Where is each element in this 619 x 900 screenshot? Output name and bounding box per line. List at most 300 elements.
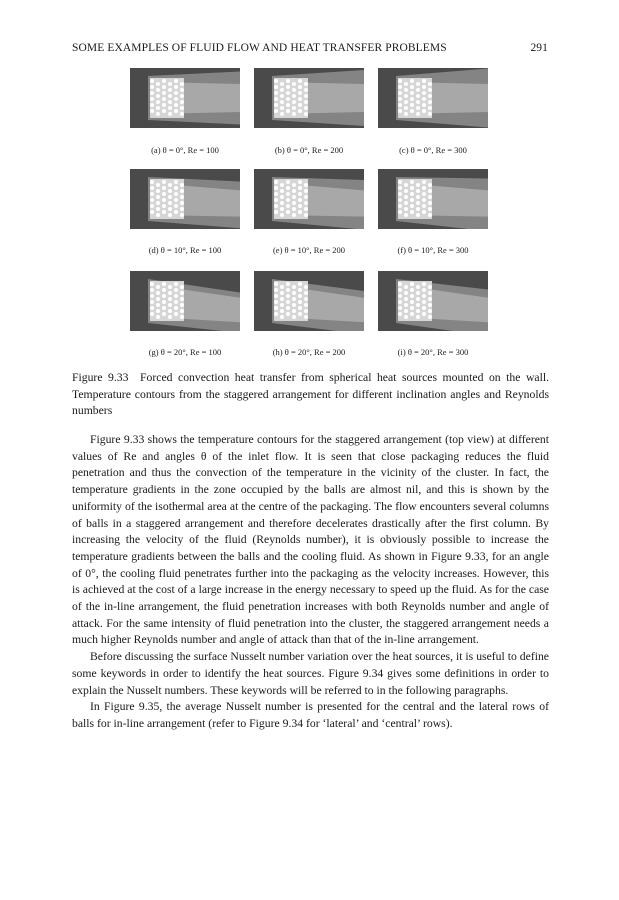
- sphere: [298, 204, 302, 208]
- sphere: [150, 85, 154, 89]
- sphere: [286, 306, 290, 310]
- sphere: [274, 192, 278, 196]
- sphere: [286, 294, 290, 298]
- sphere: [404, 82, 408, 86]
- contour-image: [254, 271, 364, 331]
- sphere: [398, 186, 402, 190]
- sphere: [180, 94, 184, 98]
- sphere: [298, 103, 302, 107]
- contour-panel: [130, 68, 240, 128]
- contour-image: [130, 271, 240, 331]
- sphere: [410, 79, 414, 83]
- sphere: [162, 85, 166, 89]
- sphere: [304, 94, 308, 98]
- sphere: [304, 309, 308, 313]
- sphere: [404, 100, 408, 104]
- sphere: [428, 303, 432, 307]
- sphere: [404, 94, 408, 98]
- running-title: SOME EXAMPLES OF FLUID FLOW AND HEAT TRANSFER PROBLEMS: [72, 42, 447, 54]
- sphere: [404, 285, 408, 289]
- sphere: [180, 82, 184, 86]
- sphere: [150, 103, 154, 107]
- sphere: [174, 97, 178, 101]
- sphere: [304, 297, 308, 301]
- sphere: [304, 303, 308, 307]
- sphere: [280, 291, 284, 295]
- sphere: [304, 201, 308, 205]
- sphere: [428, 315, 432, 319]
- sphere: [168, 94, 172, 98]
- sphere: [168, 285, 172, 289]
- sphere: [156, 303, 160, 307]
- sphere: [304, 213, 308, 217]
- cluster-block: [398, 281, 432, 321]
- sphere: [150, 300, 154, 304]
- sphere: [150, 282, 154, 286]
- sphere: [286, 282, 290, 286]
- sphere: [168, 106, 172, 110]
- figure-caption: [72, 370, 549, 420]
- sphere: [404, 88, 408, 92]
- sphere: [274, 294, 278, 298]
- sphere: [428, 189, 432, 193]
- sphere: [162, 210, 166, 214]
- sphere: [180, 309, 184, 313]
- sphere: [274, 109, 278, 113]
- sphere: [150, 306, 154, 310]
- sphere: [174, 109, 178, 113]
- sphere: [422, 210, 426, 214]
- sphere: [404, 189, 408, 193]
- contour-image: [130, 68, 240, 128]
- sphere: [304, 291, 308, 295]
- sphere: [428, 82, 432, 86]
- sphere: [428, 207, 432, 211]
- contour-panel: [254, 169, 364, 229]
- sphere: [416, 100, 420, 104]
- sphere: [422, 312, 426, 316]
- sphere: [286, 210, 290, 214]
- sphere: [292, 88, 296, 92]
- sphere: [422, 288, 426, 292]
- sphere: [398, 282, 402, 286]
- sphere: [398, 306, 402, 310]
- sphere: [150, 192, 154, 196]
- sphere: [180, 213, 184, 217]
- sphere: [428, 195, 432, 199]
- sphere: [416, 315, 420, 319]
- sphere: [180, 112, 184, 116]
- paragraph-1: Figure 9.33 shows the temperature contours for the staggered arrangement (top view) at different values of Re and angles θ of the inlet flow. It is seen that close packaging reduces the fluid penetration and thus the convection of the temperature in the vicinity of the cluster. In fact, the temperature gradients in the zone occupied by the balls are almost nil, and this is shown by the uniformity of the isothermal area at the centre of the packaging. The flow encounters several columns of balls in a staggered arrangement and therefore decelerates drastically after the first column. By increasing the velocity of the fluid (Reynolds number), it is obviously possible to increase the temperature gradients between the balls and the cooling fluid. As shown in Figure 9.33, for an angle of 0°, the cooling fluid penetrates further into the packaging as the velocity increases. However, this is achieved at the cost of a large increase in the energy necessary to speed up the fluid. As for the case of the in-line arrangement, the fluid penetration increases with both Reynolds number and angle of attack. For the same intensity of fluid penetration into the cluster, the staggered arrangement needs a much higher Reynolds number and angle of attack than that of the in-line arrangement.: [72, 433, 549, 647]
- sphere: [162, 198, 166, 202]
- sphere: [174, 204, 178, 208]
- sphere: [174, 192, 178, 196]
- sphere: [398, 180, 402, 184]
- sphere: [174, 85, 178, 89]
- sphere: [174, 312, 178, 316]
- contour-panel: [378, 169, 488, 229]
- contour-panel: [378, 68, 488, 128]
- contour-panel: [378, 271, 488, 331]
- cluster-block: [150, 78, 184, 118]
- sphere: [398, 103, 402, 107]
- sphere: [416, 82, 420, 86]
- sphere: [280, 183, 284, 187]
- sphere: [416, 112, 420, 116]
- sphere: [274, 282, 278, 286]
- sphere: [280, 303, 284, 307]
- sphere: [162, 204, 166, 208]
- contour-image: [254, 68, 364, 128]
- sphere: [286, 109, 290, 113]
- contour-panel: [254, 271, 364, 331]
- sphere: [410, 306, 414, 310]
- sphere: [168, 291, 172, 295]
- sphere: [180, 297, 184, 301]
- sphere: [398, 198, 402, 202]
- sphere: [428, 213, 432, 217]
- cluster-block: [150, 281, 184, 321]
- sphere: [292, 303, 296, 307]
- sphere: [274, 180, 278, 184]
- sphere: [168, 297, 172, 301]
- sphere: [422, 306, 426, 310]
- paragraph-3: In Figure 9.35, the average Nusselt number is presented for the central and the lateral rows of balls for in-line arrangement (refer to Figure 9.34 for ‘lateral’ and ‘central’ rows).: [72, 700, 549, 730]
- sphere: [168, 303, 172, 307]
- sphere: [410, 288, 414, 292]
- sphere: [416, 213, 420, 217]
- sphere: [162, 103, 166, 107]
- sphere: [286, 91, 290, 95]
- contour-image: [130, 169, 240, 229]
- sphere: [416, 201, 420, 205]
- sphere: [274, 97, 278, 101]
- sphere: [410, 294, 414, 298]
- sphere: [292, 207, 296, 211]
- sphere: [404, 183, 408, 187]
- sphere: [280, 309, 284, 313]
- panel-label: (a) θ = 0°, Re = 100: [151, 145, 219, 155]
- sphere: [304, 100, 308, 104]
- sphere: [274, 103, 278, 107]
- sphere: [292, 309, 296, 313]
- sphere: [274, 85, 278, 89]
- sphere: [150, 204, 154, 208]
- sphere: [416, 106, 420, 110]
- sphere: [410, 204, 414, 208]
- sphere: [428, 106, 432, 110]
- sphere: [298, 85, 302, 89]
- sphere: [156, 207, 160, 211]
- cluster-block: [274, 78, 308, 118]
- sphere: [162, 79, 166, 83]
- sphere: [180, 106, 184, 110]
- panel-label: (b) θ = 0°, Re = 200: [274, 145, 344, 155]
- sphere: [298, 210, 302, 214]
- sphere: [274, 186, 278, 190]
- sphere: [280, 100, 284, 104]
- cluster-block: [274, 281, 308, 321]
- sphere: [404, 291, 408, 295]
- sphere: [280, 94, 284, 98]
- sphere: [298, 97, 302, 101]
- sphere: [422, 180, 426, 184]
- sphere: [298, 180, 302, 184]
- sphere: [428, 297, 432, 301]
- sphere: [304, 88, 308, 92]
- sphere: [180, 183, 184, 187]
- sphere: [298, 186, 302, 190]
- sphere: [410, 282, 414, 286]
- sphere: [398, 204, 402, 208]
- sphere: [422, 294, 426, 298]
- sphere: [422, 91, 426, 95]
- sphere: [298, 198, 302, 202]
- sphere: [162, 91, 166, 95]
- sphere: [304, 195, 308, 199]
- contour-image: [378, 68, 488, 128]
- sphere: [286, 79, 290, 83]
- sphere: [422, 204, 426, 208]
- sphere: [292, 100, 296, 104]
- sphere: [398, 210, 402, 214]
- sphere: [404, 297, 408, 301]
- sphere: [292, 112, 296, 116]
- sphere: [168, 100, 172, 104]
- sphere: [150, 180, 154, 184]
- body-text: [72, 432, 549, 733]
- sphere: [168, 82, 172, 86]
- sphere: [404, 207, 408, 211]
- sphere: [292, 291, 296, 295]
- sphere: [156, 106, 160, 110]
- sphere: [428, 183, 432, 187]
- sphere: [304, 112, 308, 116]
- sphere: [180, 189, 184, 193]
- sphere: [180, 100, 184, 104]
- sphere: [168, 201, 172, 205]
- sphere: [280, 88, 284, 92]
- sphere: [398, 312, 402, 316]
- sphere: [398, 79, 402, 83]
- sphere: [398, 97, 402, 101]
- sphere: [410, 85, 414, 89]
- sphere: [280, 285, 284, 289]
- sphere: [280, 195, 284, 199]
- sphere: [304, 285, 308, 289]
- sphere: [156, 285, 160, 289]
- sphere: [162, 312, 166, 316]
- sphere: [398, 192, 402, 196]
- sphere: [304, 207, 308, 211]
- sphere: [174, 180, 178, 184]
- caption-number: Figure 9.33: [72, 371, 129, 384]
- sphere: [174, 288, 178, 292]
- sphere: [298, 294, 302, 298]
- panel-label: (c) θ = 0°, Re = 300: [399, 145, 467, 155]
- sphere: [274, 204, 278, 208]
- sphere: [180, 195, 184, 199]
- sphere: [422, 109, 426, 113]
- sphere: [150, 91, 154, 95]
- sphere: [292, 213, 296, 217]
- sphere: [286, 85, 290, 89]
- sphere: [422, 192, 426, 196]
- sphere: [422, 103, 426, 107]
- sphere: [162, 306, 166, 310]
- contour-image: [254, 169, 364, 229]
- sphere: [156, 189, 160, 193]
- sphere: [398, 85, 402, 89]
- sphere: [404, 213, 408, 217]
- sphere: [298, 288, 302, 292]
- sphere: [428, 88, 432, 92]
- panel-label: (g) θ = 20°, Re = 100: [148, 347, 222, 357]
- sphere: [168, 213, 172, 217]
- sphere: [150, 79, 154, 83]
- panel-label: (e) θ = 10°, Re = 200: [272, 245, 346, 255]
- sphere: [416, 303, 420, 307]
- panel-label: (d) θ = 10°, Re = 100: [148, 245, 222, 255]
- sphere: [292, 285, 296, 289]
- sphere: [174, 186, 178, 190]
- sphere: [280, 82, 284, 86]
- sphere: [304, 82, 308, 86]
- sphere: [150, 186, 154, 190]
- sphere: [428, 291, 432, 295]
- sphere: [156, 88, 160, 92]
- sphere: [410, 312, 414, 316]
- sphere: [150, 198, 154, 202]
- sphere: [180, 88, 184, 92]
- sphere: [404, 303, 408, 307]
- sphere: [156, 112, 160, 116]
- caption-text: Forced convection heat transfer from spherical heat sources mounted on the wall. Temperature contours from the staggered arrangement for different inclination angles and Reynolds numbers: [72, 371, 550, 417]
- sphere: [298, 282, 302, 286]
- sphere: [298, 109, 302, 113]
- sphere: [274, 79, 278, 83]
- sphere: [180, 291, 184, 295]
- sphere: [174, 103, 178, 107]
- sphere: [292, 297, 296, 301]
- sphere: [410, 91, 414, 95]
- sphere: [168, 207, 172, 211]
- sphere: [304, 106, 308, 110]
- sphere: [292, 183, 296, 187]
- paragraph-2: Before discussing the surface Nusselt number variation over the heat sources, it is useful to define some keywords in order to identify the heat sources. Figure 9.34 gives some definitions in order to explain the Nusselt numbers. These keywords will be referred to in the following paragraphs.: [72, 650, 549, 697]
- sphere: [150, 312, 154, 316]
- sphere: [410, 97, 414, 101]
- sphere: [416, 297, 420, 301]
- sphere: [304, 183, 308, 187]
- sphere: [156, 309, 160, 313]
- sphere: [168, 315, 172, 319]
- sphere: [162, 97, 166, 101]
- sphere: [286, 300, 290, 304]
- sphere: [180, 315, 184, 319]
- sphere: [416, 183, 420, 187]
- sphere: [298, 300, 302, 304]
- sphere: [398, 91, 402, 95]
- sphere: [410, 198, 414, 202]
- contour-panel: [254, 68, 364, 128]
- sphere: [292, 201, 296, 205]
- panel-label: (h) θ = 20°, Re = 200: [272, 347, 346, 357]
- sphere: [156, 94, 160, 98]
- sphere: [274, 210, 278, 214]
- sphere: [274, 306, 278, 310]
- sphere: [286, 198, 290, 202]
- contour-image: [378, 169, 488, 229]
- sphere: [298, 79, 302, 83]
- sphere: [410, 300, 414, 304]
- sphere: [286, 186, 290, 190]
- sphere: [422, 300, 426, 304]
- sphere: [404, 201, 408, 205]
- sphere: [180, 285, 184, 289]
- sphere: [410, 192, 414, 196]
- sphere: [304, 189, 308, 193]
- sphere: [162, 288, 166, 292]
- sphere: [150, 97, 154, 101]
- sphere: [292, 315, 296, 319]
- sphere: [156, 201, 160, 205]
- panel-label: (f) θ = 10°, Re = 300: [397, 245, 469, 255]
- sphere: [304, 315, 308, 319]
- sphere: [416, 88, 420, 92]
- sphere: [156, 195, 160, 199]
- sphere: [422, 97, 426, 101]
- sphere: [404, 195, 408, 199]
- sphere: [428, 112, 432, 116]
- sphere: [286, 312, 290, 316]
- sphere: [274, 300, 278, 304]
- sphere: [422, 186, 426, 190]
- sphere: [156, 297, 160, 301]
- sphere: [286, 103, 290, 107]
- sphere: [292, 94, 296, 98]
- sphere: [150, 109, 154, 113]
- sphere: [174, 210, 178, 214]
- cluster-block: [274, 179, 308, 219]
- sphere: [298, 91, 302, 95]
- sphere: [162, 282, 166, 286]
- sphere: [416, 291, 420, 295]
- sphere: [168, 189, 172, 193]
- sphere: [156, 183, 160, 187]
- sphere: [274, 312, 278, 316]
- sphere: [422, 282, 426, 286]
- page-number: 291: [530, 42, 548, 54]
- sphere: [286, 97, 290, 101]
- sphere: [180, 201, 184, 205]
- sphere: [156, 82, 160, 86]
- sphere: [422, 79, 426, 83]
- sphere: [416, 189, 420, 193]
- contour-panel: [130, 271, 240, 331]
- contour-panel: [130, 169, 240, 229]
- sphere: [162, 109, 166, 113]
- sphere: [286, 288, 290, 292]
- sphere: [280, 106, 284, 110]
- sphere: [416, 309, 420, 313]
- sphere: [180, 303, 184, 307]
- sphere: [280, 201, 284, 205]
- sphere: [174, 282, 178, 286]
- sphere: [404, 112, 408, 116]
- sphere: [410, 186, 414, 190]
- sphere: [168, 309, 172, 313]
